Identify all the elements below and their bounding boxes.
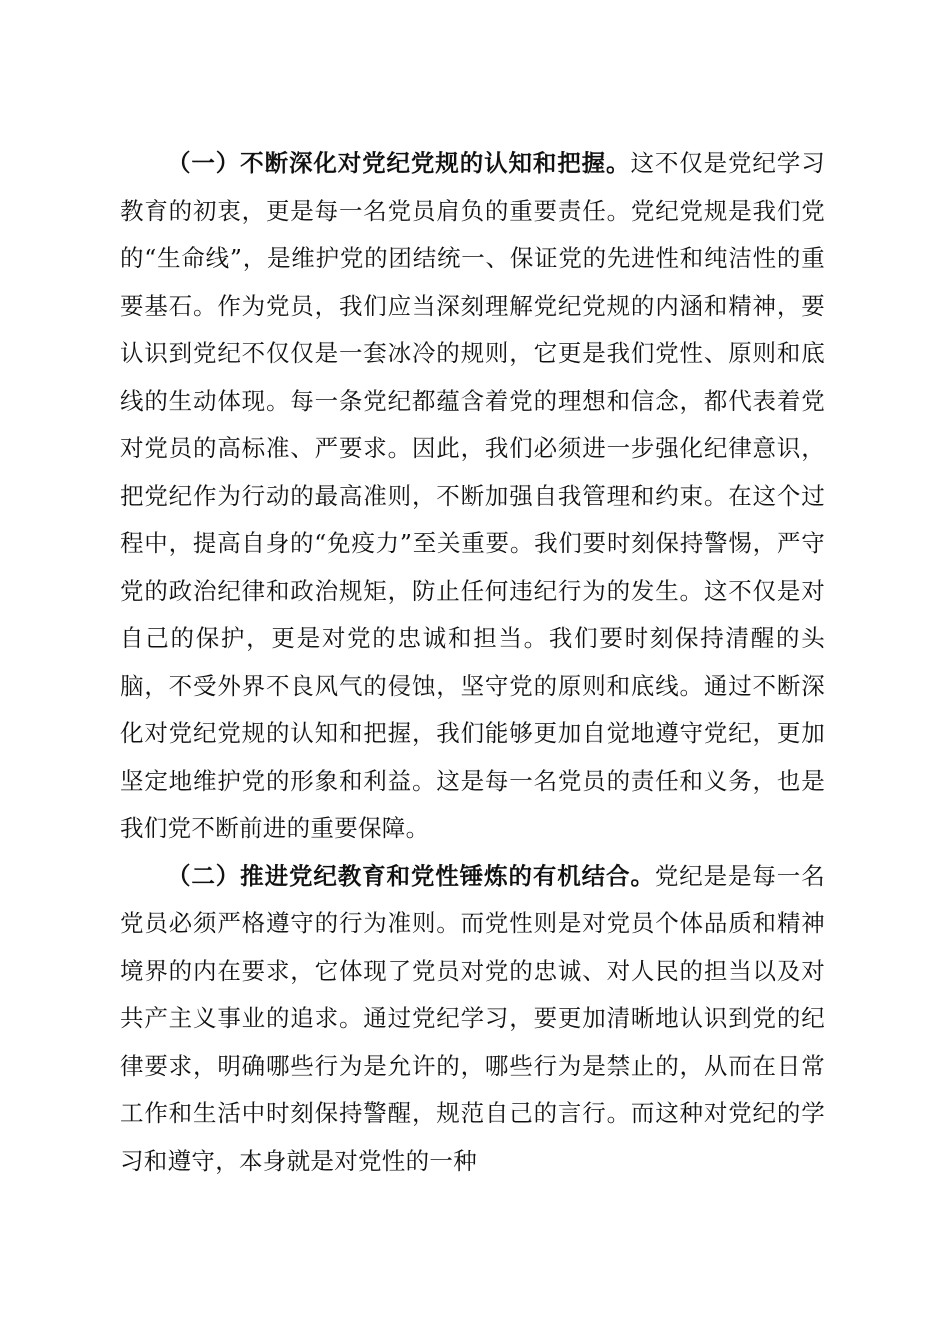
paragraph-2-heading: （二）推进党纪教育和党性锤炼的有机结合。	[167, 861, 655, 890]
paragraph-2-text: 党纪是是每一名党员必须严格遵守的行为准则。而党性则是对党员个体品质和精神境界的内在要求，它体现了党员对党的忠诚、对人民的担当以及对共产主义事业的追求。通过党纪学习，要更加清晰地认识到党的纪律要求，明确哪些行为是允许的，哪些行为是禁止的，从而在日常工作和生活中时刻保持警醒，规范自己的言行。而这种对党纪的学习和遵守，本身就是对党性的一种	[120, 861, 825, 1175]
document-body	[120, 140, 825, 1185]
paragraph-2	[120, 853, 825, 1186]
paragraph-1	[120, 140, 825, 853]
paragraph-1-heading: （一）不断深化对党纪党规的认知和把握。	[167, 149, 631, 177]
paragraph-1-text: 这不仅是党纪学习教育的初衷，更是每一名党员肩负的重要责任。党纪党规是我们党的“生命线”，是维护党的团结统一、保证党的先进性和纯洁性的重要基石。作为党员，我们应当深刻理解党纪党规的内涵和精神，要认识到党纪不仅仅是一套冰冷的规则，它更是我们党性、原则和底线的生动体现。每一条党纪都蕴含着党的理想和信念，都代表着党对党员的高标准、严要求。因此，我们必须进一步强化纪律意识，把党纪作为行动的最高准则，不断加强自我管理和约束。在这个过程中，提高自身的“免疫力”至关重要。我们要时刻保持警惕，严守党的政治纪律和政治规矩，防止任何违纪行为的发生。这不仅是对自己的保护，更是对党的忠诚和担当。我们要时刻保持清醒的头脑，不受外界不良风气的侵蚀，坚守党的原则和底线。通过不断深化对党纪党规的认知和把握，我们能够更加自觉地遵守党纪，更加坚定地维护党的形象和利益。这是每一名党员的责任和义务，也是我们党不断前进的重要保障。	[120, 149, 825, 842]
